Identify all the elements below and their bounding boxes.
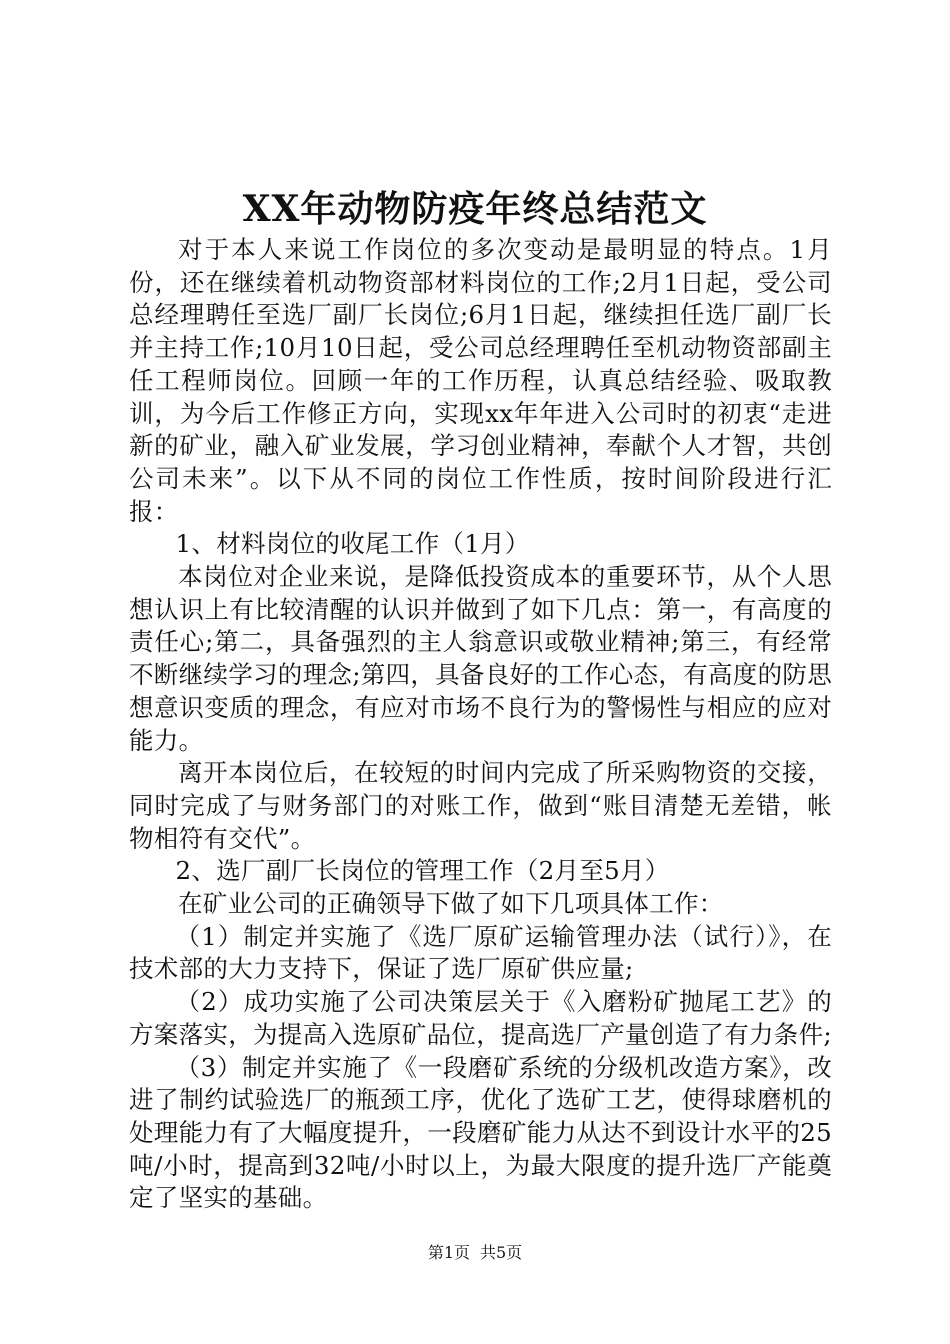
page-footer (0, 1242, 950, 1264)
paragraph-materials-role: 本岗位对企业来说，是降低投资成本的重要环节，从个人思想认识上有比较清醒的认识并做到了如下几点：第一，有高度的责任心;第二，具备强烈的主人翁意识或敬业精神;第三，有经常不断继续学习的理念;第四，具备良好的工作心态，有高度的防思想意识变质的理念，有应对市场不良行为的警惕性与相应的应对能力。 (129, 562, 832, 755)
section-heading-1: 1、材料岗位的收尾工作（1月） (175, 529, 530, 559)
list-item-1: （1）制定并实施了《选厂原矿运输管理办法（试行）》，在技术部的大力支持下，保证了选厂原矿供应量; (129, 921, 832, 984)
section-heading-2: 2、选厂副厂长岗位的管理工作（2月至5月） (175, 856, 670, 886)
page-total: 共5页 (480, 1243, 523, 1262)
page-number: 第1页 (427, 1243, 470, 1262)
paragraph-work-intro: 在矿业公司的正确领导下做了如下几项具体工作： (178, 889, 724, 919)
list-item-3: （3）制定并实施了《一段磨矿系统的分级机改造方案》，改进了制约试验选厂的瓶颈工序，优化了选矿工艺，使得球磨机的处理能力有了大幅度提升，一段磨矿能力从达不到设计水平的25吨/小时，提高到32吨/小时以上，为最大限度的提升选厂产能奠定了坚实的基础。 (129, 1052, 832, 1213)
paragraph-handover: 离开本岗位后，在较短的时间内完成了所采购物资的交接，同时完成了与财务部门的对账工作，做到“账目清楚无差错，帐物相符有交代”。 (129, 758, 832, 853)
list-item-2: （2）成功实施了公司决策层关于《入磨粉矿抛尾工艺》的方案落实，为提高入选原矿品位，提高选厂产量创造了有力条件; (129, 987, 832, 1049)
document-body (129, 234, 832, 1215)
document-title: XX年动物防疫年终总结范文 (242, 188, 708, 230)
paragraph-intro: 对于本人来说工作岗位的多次变动是最明显的特点。1月份，还在继续着机动物资部材料岗位的工作;2月1日起，受公司总经理聘任至选厂副厂长岗位;6月1日起，继续担任选厂副厂长并主持工作;10月10日起，受公司总经理聘任至机动物资部副主任工程师岗位。回顾一年的工作历程，认真总结经验、吸取教训，为今后工作修正方向，实现xx年年进入公司时的初衷“走进新的矿业，融入矿业发展，学习创业精神，奉献个人才智，共创公司未来”。以下从不同的岗位工作性质，按时间阶段进行汇报： (129, 235, 832, 526)
